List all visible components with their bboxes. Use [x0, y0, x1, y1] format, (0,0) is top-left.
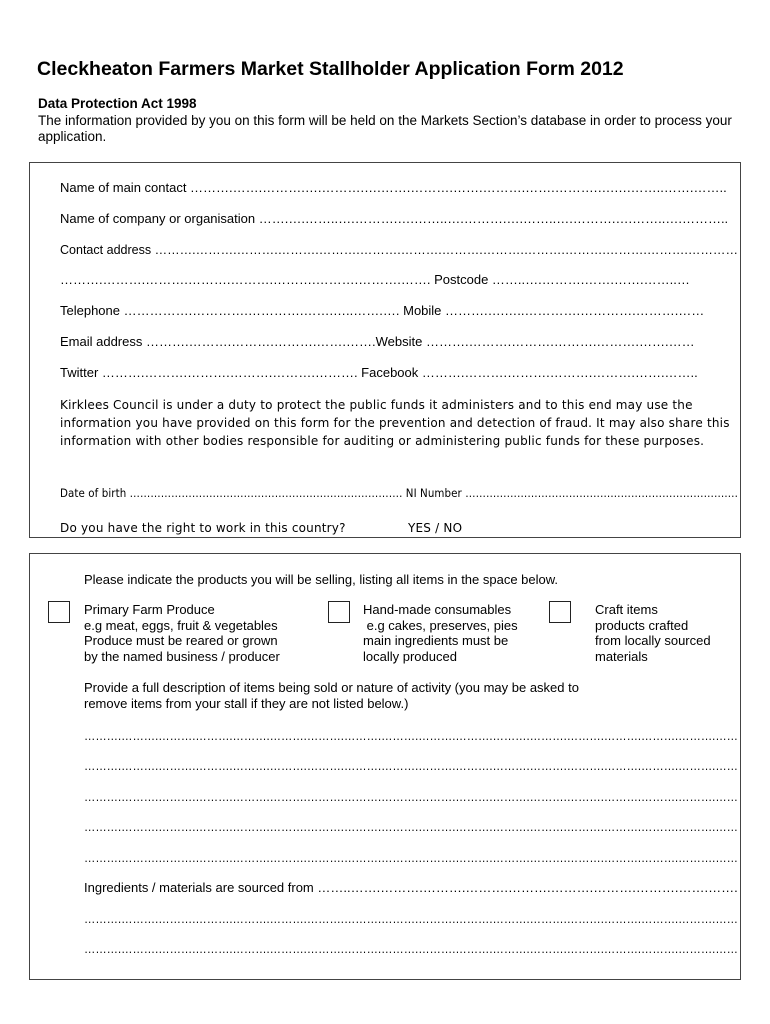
option-line: from locally sourced [595, 633, 711, 649]
fraud-notice-paragraph: Kirklees Council is under a duty to protect the public funds it administers and to this end may use the information you have provided on this form for the prevention and detection of fraud. It may also share this information with other bodies responsible for auditing or administering public funds for these purposes. [60, 398, 730, 448]
data-protection-heading: Data Protection Act 1998 [38, 96, 197, 111]
ingredients-line[interactable]: ……….……….……….……….……….……….……….……….……….……….……….……….……….……….……….……….……….…… [84, 911, 738, 926]
data-protection-text: The information provided by you on this form will be held on the Markets Section’s database in order to process your application. [38, 113, 732, 144]
option-line: by the named business / producer [84, 648, 280, 664]
address-postcode-field[interactable]: ……….……….……….……….……….……….……….……….……. Postcode ……..….……….…….…….……..… [60, 272, 690, 287]
option-line: main ingredients must be [363, 633, 509, 649]
option-line: Craft items [595, 602, 658, 617]
products-intro: Please indicate the products you will be selling, listing all items in the space below. [84, 572, 559, 587]
option-line: locally produced [363, 648, 457, 664]
option-line: products crafted [595, 617, 689, 633]
description-line[interactable]: ……….……….……….……….……….……….……….……….……….……….……….……….……….……….……….……….……….…… [84, 819, 738, 834]
description-line[interactable]: ……….……….……….……….……….……….……….……….……….……….……….……….……….……….……….……….……….…… [84, 758, 738, 773]
description-line[interactable]: ……….……….……….……….……….……….……….……….……….……….……….……….……….……….……….……….……….…… [84, 789, 738, 804]
company-name-field[interactable]: Name of company or organisation …….….……..….……….….……..….……….….……..….……….….……..….……….. [60, 211, 729, 226]
description-line[interactable]: ……….……….……….……….……….……….……….……….……….……….……….……….……….……….……….……….……….…… [84, 728, 738, 743]
option-line: materials [595, 648, 648, 664]
option-line: e.g meat, eggs, fruit & vegetables [84, 617, 278, 633]
craft-items-option [595, 602, 711, 664]
primary-produce-checkbox[interactable] [48, 601, 70, 623]
dob-ni-field[interactable]: Date of birth ……………………………………………………………………. NI Number ……………………………………………………………………. [60, 486, 739, 500]
telephone-mobile-field[interactable]: Telephone …………….………….………….…….…..…….…. Mobile ……….….…..………….………….……….…… [60, 303, 705, 318]
yes-no-option[interactable]: YES / NO [408, 521, 463, 535]
option-line: Hand-made consumables [363, 602, 512, 617]
page-title: Cleckheaton Farmers Market Stallholder Application Form 2012 [37, 58, 624, 80]
craft-items-checkbox[interactable] [549, 601, 571, 623]
description-prompt-cont: remove items from your stall if they are not listed below.) [84, 696, 409, 711]
description-prompt: Provide a full description of items being sold or nature of activity (you may be asked to [84, 680, 579, 695]
ingredients-line[interactable]: ……….……….……….……….……….……….……….……….……….……….……….……….……….……….……….……….……….…… [84, 941, 738, 956]
right-to-work-question: Do you have the right to work in this country? [60, 521, 346, 535]
option-line: Primary Farm Produce [84, 602, 215, 617]
twitter-facebook-field[interactable]: Twitter ……….……….……….……….……….………. Facebook ……….……….……….……….……….…….…….. [60, 365, 698, 380]
ingredients-source-field[interactable]: Ingredients / materials are sourced from ……..…….……….……….……….……….……….……….……….…….……. [84, 880, 738, 895]
main-contact-field[interactable]: Name of main contact ……….…….……….….……….….…….……….…….……….…….……….….….……..…….…….. [60, 180, 727, 195]
option-line: e.g cakes, preserves, pies [363, 617, 518, 633]
description-line[interactable]: ……….……….……….……….……….……….……….……….……….……….……….……….……….……….……….……….……….…… [84, 850, 738, 865]
primary-produce-option [84, 602, 280, 664]
email-website-field[interactable]: Email address ……….……….……….……….…….…….Website ……….……….……….……….……….…….…… [60, 334, 695, 349]
contact-address-field[interactable]: Contact address ……….……….……….……….……….……….……….……….……….……….……….……….……….………… [60, 242, 738, 257]
handmade-consumables-checkbox[interactable] [328, 601, 350, 623]
option-line: Produce must be reared or grown [84, 633, 278, 649]
handmade-consumables-option [363, 602, 518, 664]
